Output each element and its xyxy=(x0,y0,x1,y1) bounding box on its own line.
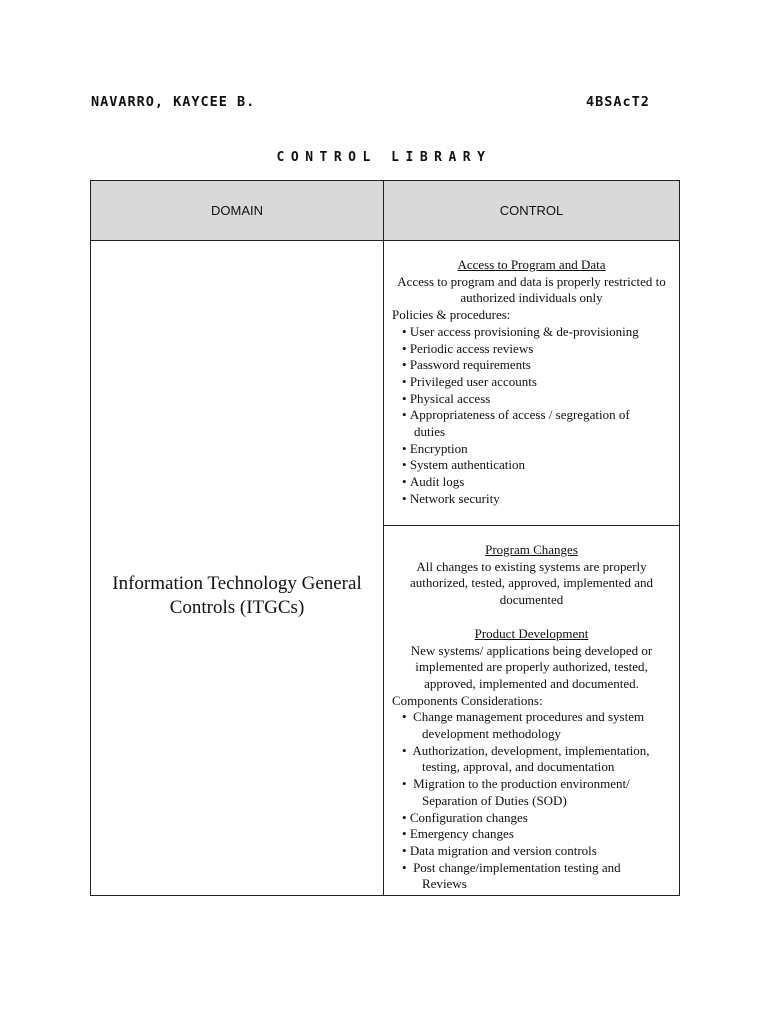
list-item xyxy=(392,709,671,742)
domain-cell xyxy=(91,241,384,896)
components-label: Components Considerations: xyxy=(392,692,543,708)
table-row xyxy=(91,241,680,526)
list-item-text: Authorization, development, implementation, xyxy=(412,742,650,758)
product-development-description: New systems/ applications being developed or implemented are properly authorized, tested, approved, implemented and documented. xyxy=(410,642,653,691)
list-item-continuation: testing, approval, and documentation xyxy=(422,759,615,775)
policies-label: Policies & procedures: xyxy=(392,307,511,323)
list-item xyxy=(392,743,671,776)
header-row xyxy=(91,181,680,241)
list-item: • Audit logs xyxy=(392,474,671,491)
access-control-cell xyxy=(384,241,680,526)
domain-name: Information Technology General Controls (ITGCs) xyxy=(112,572,362,618)
components-list xyxy=(392,709,671,893)
list-item-text: Post change/implementation testing and xyxy=(413,859,621,875)
student-name: NAVARRO, KAYCEE B. xyxy=(91,94,256,110)
list-item-continuation: development methodology xyxy=(422,726,562,742)
list-item: • Configuration changes xyxy=(392,810,671,827)
access-policy-list xyxy=(392,324,671,508)
list-item: • Password requirements xyxy=(392,357,671,374)
list-item-text: Change management procedures and system xyxy=(413,709,645,725)
list-item-text: Migration to the production environment/ xyxy=(413,776,630,792)
list-item: • Network security xyxy=(392,491,671,508)
column-header-domain: DOMAIN xyxy=(91,181,384,241)
list-item: • Data migration and version controls xyxy=(392,843,671,860)
list-item xyxy=(392,860,671,893)
list-item: • Privileged user accounts xyxy=(392,374,671,391)
program-changes-description: All changes to existing systems are properly authorized, tested, approved, implemented and documented xyxy=(410,558,653,608)
access-description: Access to program and data is properly restricted to authorized individuals only xyxy=(397,273,666,306)
list-item: • User access provisioning & de-provisioning xyxy=(392,324,671,341)
list-item: • Appropriateness of access / segregation of duties xyxy=(392,407,660,440)
document-title: CONTROL LIBRARY xyxy=(276,150,492,165)
product-development-heading: Product Development xyxy=(474,625,589,641)
list-item-continuation: Reviews xyxy=(422,876,467,892)
access-heading: Access to Program and Data xyxy=(457,257,606,272)
list-item: • Physical access xyxy=(392,391,671,408)
list-item: • Encryption xyxy=(392,441,671,458)
list-item: • Emergency changes xyxy=(392,826,671,843)
section-code: 4BSAcT2 xyxy=(586,94,650,110)
control-library-table xyxy=(90,180,680,896)
column-header-control: CONTROL xyxy=(384,181,680,241)
list-item-continuation: Separation of Duties (SOD) xyxy=(422,792,567,808)
list-item xyxy=(392,776,671,809)
list-item: • Periodic access reviews xyxy=(392,341,671,358)
list-item: • System authentication xyxy=(392,457,671,474)
change-control-cell xyxy=(384,526,680,896)
program-changes-heading: Program Changes xyxy=(485,542,578,557)
